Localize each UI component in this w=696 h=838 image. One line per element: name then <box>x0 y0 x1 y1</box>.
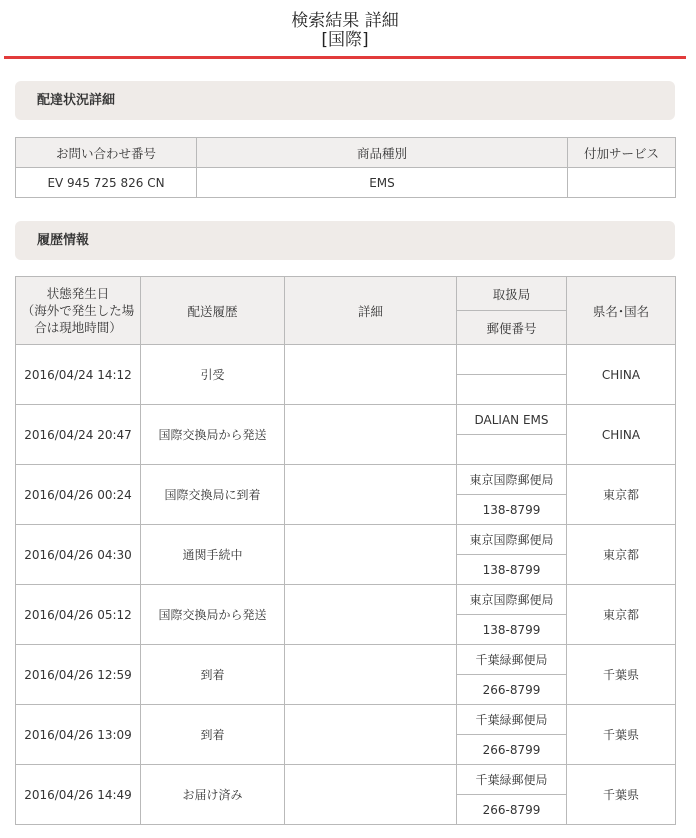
item-type: EMS <box>197 168 568 198</box>
history-region: CHINA <box>567 405 676 465</box>
table-row <box>16 585 676 615</box>
additional-service <box>568 168 676 198</box>
history-date: 2016/04/26 14:49 <box>16 765 141 825</box>
history-postal-code: 138-8799 <box>457 555 567 585</box>
tracking-number: EV 945 725 826 CN <box>16 168 197 198</box>
history-detail <box>285 765 457 825</box>
history-region: 千葉県 <box>567 765 676 825</box>
history-postal-code: 266-8799 <box>457 795 567 825</box>
delivery-status-table <box>15 137 676 198</box>
history-detail <box>285 585 457 645</box>
delivery-status-heading: 配達状況詳細 <box>15 81 675 120</box>
history-event: 引受 <box>141 345 285 405</box>
col-region: 県名･国名 <box>567 277 676 345</box>
table-row <box>16 705 676 735</box>
history-office: 東京国際郵便局 <box>457 525 567 555</box>
table-row <box>16 465 676 495</box>
history-postal-code: 138-8799 <box>457 615 567 645</box>
history-detail <box>285 465 457 525</box>
history-postal-code: 138-8799 <box>457 495 567 525</box>
history-office: 千葉緑郵便局 <box>457 645 567 675</box>
history-office <box>457 345 567 375</box>
history-event: 到着 <box>141 705 285 765</box>
history-event: 到着 <box>141 645 285 705</box>
history-detail <box>285 405 457 465</box>
table-row <box>16 345 676 375</box>
history-region: 東京都 <box>567 525 676 585</box>
page-header <box>0 0 696 56</box>
history-postal-code <box>457 375 567 405</box>
delivery-status-row <box>16 168 676 198</box>
history-office: 千葉緑郵便局 <box>457 765 567 795</box>
history-region: 東京都 <box>567 585 676 645</box>
history-date: 2016/04/26 00:24 <box>16 465 141 525</box>
history-event: 国際交換局に到着 <box>141 465 285 525</box>
history-event: 通関手続中 <box>141 525 285 585</box>
history-office: 東京国際郵便局 <box>457 585 567 615</box>
history-date: 2016/04/24 20:47 <box>16 405 141 465</box>
table-row <box>16 525 676 555</box>
history-header-row <box>16 277 676 311</box>
col-detail: 詳細 <box>285 277 457 345</box>
page-title-line1: 検索結果 詳細 <box>291 11 399 31</box>
history-office: 千葉緑郵便局 <box>457 705 567 735</box>
history-detail <box>285 525 457 585</box>
history-event: お届け済み <box>141 765 285 825</box>
history-detail <box>285 645 457 705</box>
delivery-status-header-row <box>16 138 676 168</box>
history-event: 国際交換局から発送 <box>141 405 285 465</box>
history-date: 2016/04/26 05:12 <box>16 585 141 645</box>
history-region: CHINA <box>567 345 676 405</box>
history-table <box>15 276 676 825</box>
history-postal-code: 266-8799 <box>457 735 567 765</box>
col-item-type: 商品種別 <box>197 138 568 168</box>
table-row <box>16 645 676 675</box>
history-detail <box>285 705 457 765</box>
col-additional-service: 付加サービス <box>568 138 676 168</box>
col-postal-code: 郵便番号 <box>457 311 567 345</box>
history-postal-code: 266-8799 <box>457 675 567 705</box>
col-event: 配送履歴 <box>141 277 285 345</box>
col-office: 取扱局 <box>457 277 567 311</box>
history-postal-code <box>457 435 567 465</box>
history-office: DALIAN EMS <box>457 405 567 435</box>
history-date: 2016/04/26 04:30 <box>16 525 141 585</box>
table-row <box>16 765 676 795</box>
page-title <box>0 12 690 50</box>
history-region: 千葉県 <box>567 645 676 705</box>
history-date: 2016/04/24 14:12 <box>16 345 141 405</box>
history-heading: 履歴情報 <box>15 221 675 260</box>
history-date: 2016/04/26 13:09 <box>16 705 141 765</box>
table-row <box>16 405 676 435</box>
col-tracking-number: お問い合わせ番号 <box>16 138 197 168</box>
history-region: 千葉県 <box>567 705 676 765</box>
history-date: 2016/04/26 12:59 <box>16 645 141 705</box>
col-date: 状態発生日 （海外で発生した場 合は現地時間） <box>16 277 141 345</box>
history-region: 東京都 <box>567 465 676 525</box>
history-event: 国際交換局から発送 <box>141 585 285 645</box>
history-detail <box>285 345 457 405</box>
header-divider <box>4 56 686 59</box>
page-title-line2: [国際] <box>321 30 369 50</box>
history-office: 東京国際郵便局 <box>457 465 567 495</box>
